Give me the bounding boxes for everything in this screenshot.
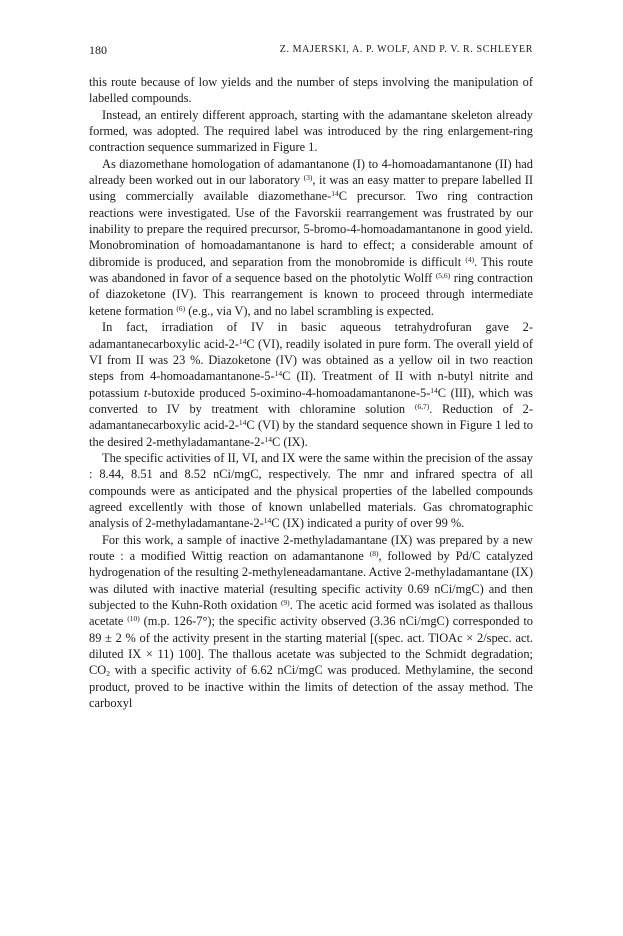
paragraph: The specific activities of II, VI, and IX were the same within the precision of the assay : 8.44, 8.51 and 8.52 nCi/mgC, respectively. The nmr and infrared spectra of all compounds were as anticipated and the physical properties of the labelled compounds agreed excellently with those of known unlabelled materials. Gas chromatographic analysis of 2-methyladamantane-2-$^{14}$C (IX) indicated a purity of over 99 %. — [89, 450, 533, 531]
paragraph: Instead, an entirely different approach, starting with the adamantane skeleton already formed, was adopted. The required label was introduced by the ring enlargement-ring contraction sequence summarized in Figure 1. — [89, 107, 533, 155]
running-head: Z. MAJERSKI, A. P. WOLF, AND P. V. R. SCHLEYER — [279, 44, 533, 55]
paragraph: this route because of low yields and the number of steps involving the manipulation of labelled compounds. — [89, 75, 533, 106]
paragraph: For this work, a sample of inactive 2-methyladamantane (IX) was prepared by a new route : a modified Wittig reaction on adamantanone $^{(8)}$, followed by Pd/C catalyzed hydrogenation of the resulting 2-methyleneadamantane. Active 2-methyladamantane (IX) was diluted with inactive material (resulting specific activity 0.69 nCi/mgC) and then subjected to the Kuhn-Roth oxidation $^{(9)}$. The acetic acid formed was isolated as thallous acetate $^{(10)}$ (m.p. 126-7°); the specific activity observed (3.36 nCi/mgC) corresponded to 89 ± 2 % of the activity present in the starting material [(spec. act. TlOAc × 2/spec. act. diluted IX × 11) 100]. The thallous acetate was subjected to the Schmidt degradation; $CO_2$ with a specific activity of 6.62 nCi/mgC was produced. Methylamine, the second product, proved to be inactive within the limits of detection of the assay method. The carboxyl — [89, 532, 533, 711]
paragraph: In fact, irradiation of IV in basic aqueous tetrahydrofuran gave 2-adamantanecarboxylic acid-2-$^{14}$C (VI), readily isolated in pure form. The overall yield of VI from II was 23 %. Diazoketone (IV) was obtained as a yellow oil in two reaction steps from 4-homoadamantanone-5-$^{14}$C (II). Treatment of II with n-butyl nitrite and potassium t-butoxide produced 5-oximino-4-homoadamantanone-5-$^{14}$C (III), which was converted to IV by treatment with chloramine solution $^{(6,7)}$. Reduction of 2-adamantanecarboxylic acid-2-$^{14}$C (VI) by the standard sequence shown in Figure 1 led to the desired 2-methyladamantane-2-$^{14}$C (IX). — [89, 320, 534, 449]
paragraph: As diazomethane homologation of adamantanone (I) to 4-homoadamantanone (II) had already been worked out in our laboratory $^{(3)}$, it was an easy matter to prepare labelled II using commercially available diazomethane-$^{14}$C precursor. Two ring contraction reactions were investigated. Use of the Favorskii rearrangement was frustrated by our inability to prepare the required precursor, 5-bromo-4-homoadamantanone in good yield. Monobromination of homoadamantanone is hard to effect; a considerable amount of dibromide is produced, and separation from the monobromide is difficult $^{(4)}$. This route was abandoned in favor of a sequence based on the photolytic Wolff $^{(5,6)}$ ring contraction of diazoketone (IV). This rearrangement is known to proceed through intermediate ketene formation $^{(6)}$ (e.g., via V), and no label scrambling is expected. — [89, 156, 534, 318]
page-number: 180 — [89, 43, 107, 57]
article-body — [89, 74, 533, 711]
